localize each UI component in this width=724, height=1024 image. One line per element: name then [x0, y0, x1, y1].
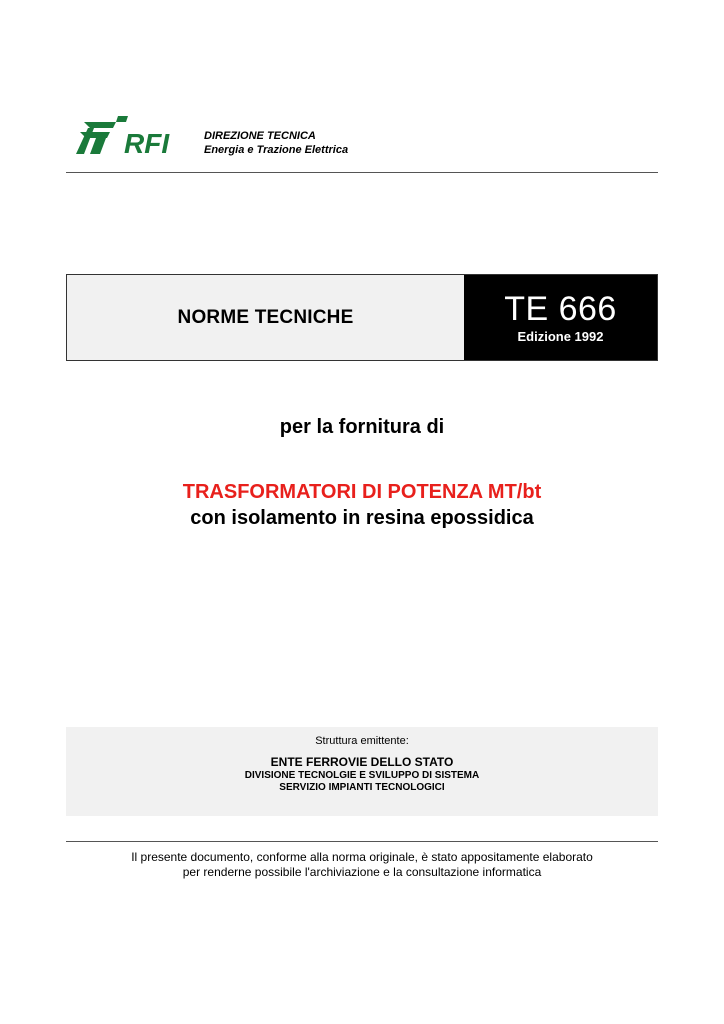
issuer-box [66, 727, 658, 816]
document-edition: Edizione 1992 [517, 329, 604, 344]
title-box-label-area [67, 275, 464, 360]
org-line-department: Energia e Trazione Elettrica [204, 144, 349, 156]
logo-text: RFI [124, 128, 170, 159]
header-divider [66, 172, 658, 173]
subject-intro: per la fornitura di [279, 416, 445, 438]
footer-divider [66, 841, 658, 842]
archival-note-line2: per renderne possibile l'archiviazione e la consultazione informatica [182, 865, 542, 879]
title-box [66, 274, 658, 361]
org-line-direction: DIREZIONE TECNICA [204, 130, 316, 142]
archival-note-line1: Il presente documento, conforme alla norma originale, è stato appositamente elaborato [131, 850, 593, 864]
norm-type-label: NORME TECNICHE [177, 306, 354, 328]
issuer-service: SERVIZIO IMPIANTI TECNOLOGICI [279, 782, 445, 793]
org-block [204, 129, 348, 157]
document-header [66, 112, 658, 172]
subject-title-black: con isolamento in resina epossidica [190, 507, 534, 529]
issuer-entity: ENTE FERROVIE DELLO STATO [270, 755, 454, 769]
issuer-division: DIVISIONE TECNOLGIE E SVILUPPO DI SISTEMA [244, 770, 480, 781]
subject-title-red: TRASFORMATORI DI POTENZA MT/bt [182, 481, 542, 503]
rfi-logo [70, 112, 190, 162]
issuer-label: Struttura emittente: [315, 735, 409, 747]
document-code: TE 666 [504, 290, 617, 328]
title-box-code-area [464, 275, 657, 360]
archival-note [0, 850, 724, 880]
